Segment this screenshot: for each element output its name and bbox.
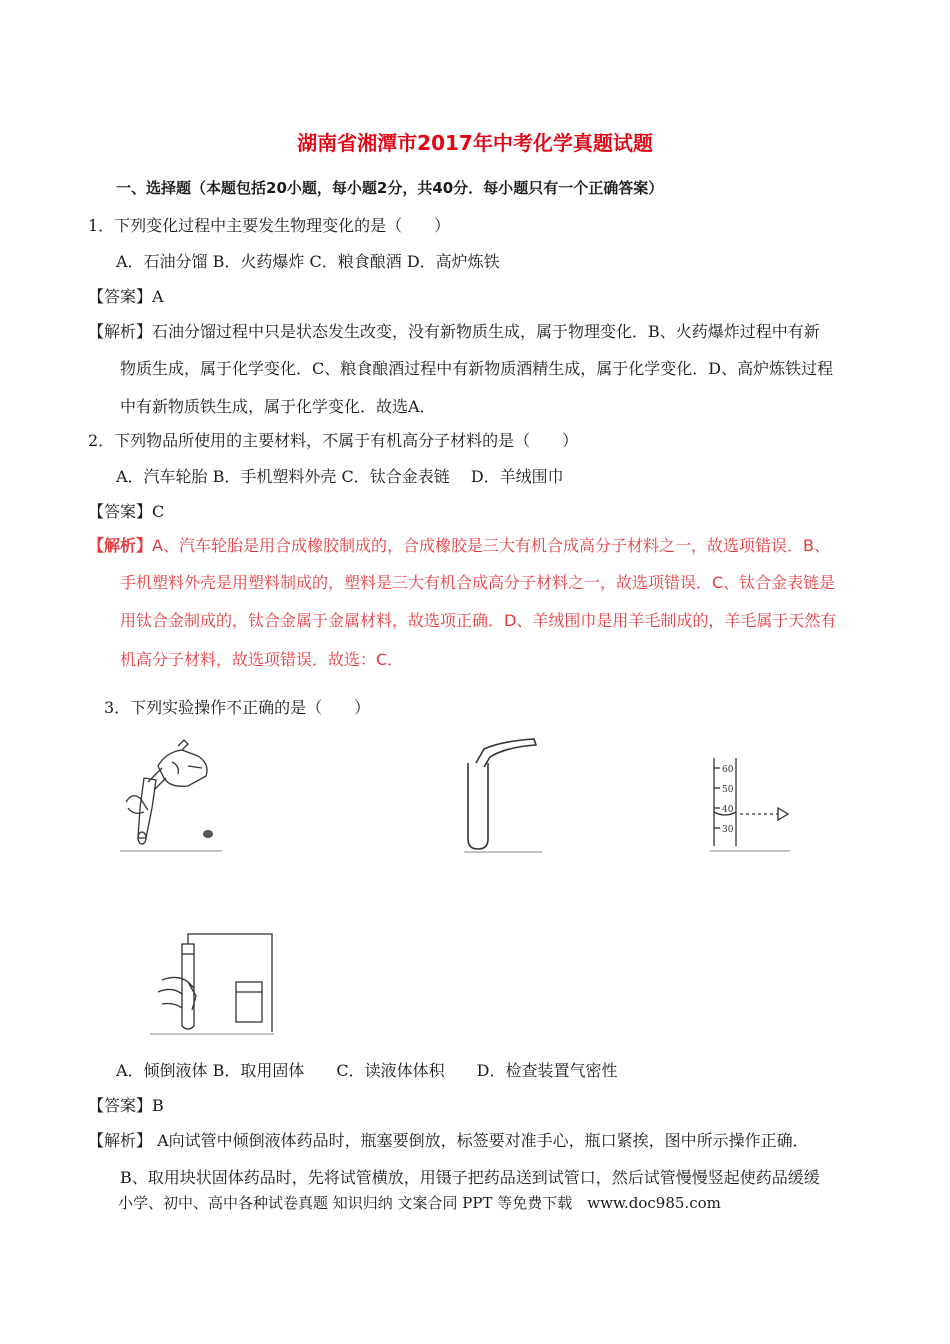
tick-30: 30: [722, 825, 734, 835]
figure-reading-volume: [708, 754, 798, 856]
q2-analysis-line4: 机高分子材料，故选项错误．故选：C．: [120, 650, 404, 669]
tick-40: 40: [722, 805, 734, 815]
q2-analysis-line3: 用钛合金制成的，钛合金属于金属材料，故选项正确．D、羊绒围巾是用羊毛制成的，羊毛属于天然有: [120, 611, 837, 630]
q3-question: 3．下列实验操作不正确的是（ ）: [104, 698, 371, 717]
q1-options: A．石油分馏 B．火药爆炸 C．粮食酿酒 D．高炉炼铁: [116, 252, 500, 271]
q2-analysis-label: 【解析】: [88, 536, 153, 555]
page-title: 湖南省湘潭市2017年中考化学真题试题: [297, 131, 653, 155]
q3-analysis-line2: B、取用块状固体药品时，先将试管横放，用镊子把药品送到试管口，然后试管慢慢竖起使药品缓缓: [120, 1168, 820, 1187]
q2-analysis-line1: [88, 536, 830, 556]
figure-taking-solid: [462, 735, 546, 855]
q1-answer: 【答案】A: [88, 287, 164, 306]
tick-60: 60: [722, 765, 734, 775]
q1-question: 1．下列变化过程中主要发生物理变化的是（ ）: [88, 216, 451, 235]
q3-analysis-line1: 【解析】 A向试管中倾倒液体药品时，瓶塞要倒放，标签要对准手心，瓶口紧挨，图中所示操作正确．: [88, 1131, 809, 1150]
figure-pouring-liquid: [118, 738, 228, 856]
page-footer: 小学、初中、高中各种试卷真题 知识归纳 文案合同 PPT 等免费下载 www.doc985.com: [118, 1194, 721, 1212]
tick-50: 50: [722, 785, 734, 795]
q1-analysis-line2: 物质生成，属于化学变化．C、粮食酿酒过程中有新物质酒精生成，属于化学变化．D、高炉炼铁过程: [120, 359, 834, 378]
figure-airtightness: [148, 922, 276, 1040]
q2-answer: 【答案】C: [88, 502, 165, 521]
q1-analysis-line3: 中有新物质铁生成，属于化学变化．故选A．: [120, 397, 436, 416]
q2-analysis-text1: A、汽车轮胎是用合成橡胶制成的，合成橡胶是三大有机合成高分子材料之一，故选项错误．B、: [152, 536, 830, 555]
q2-question: 2．下列物品所使用的主要材料，不属于有机高分子材料的是（ ）: [88, 431, 579, 450]
q2-options: A．汽车轮胎 B．手机塑料外壳 C．钛合金表链 D．羊绒围巾: [116, 467, 564, 486]
q1-analysis-line1: 【解析】石油分馏过程中只是状态发生改变，没有新物质生成，属于物理变化．B、火药爆炸过程中有新: [88, 322, 820, 341]
q3-options: A．倾倒液体 B．取用固体 C．读液体体积 D．检查装置气密性: [116, 1061, 618, 1080]
section-heading: 一、选择题（本题包括20小题，每小题2分，共40分．每小题只有一个正确答案）: [116, 179, 664, 197]
q3-answer: 【答案】B: [88, 1096, 164, 1115]
q2-analysis-line2: 手机塑料外壳是用塑料制成的，塑料是三大有机合成高分子材料之一，故选项错误．C、钛合金表链是: [120, 573, 836, 592]
